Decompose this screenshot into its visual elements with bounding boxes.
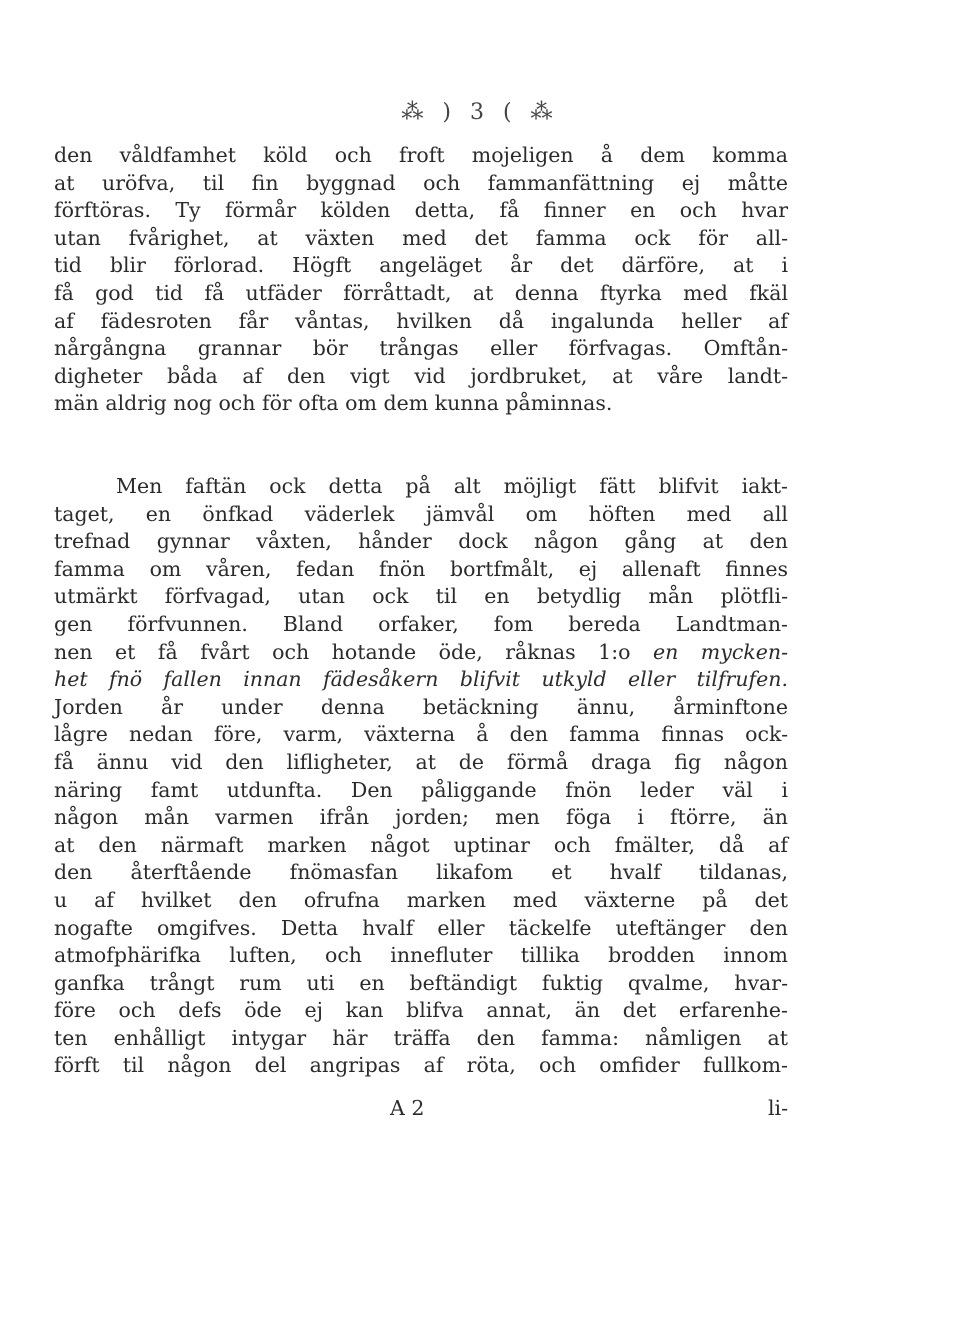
text-line: utmärkt förfvagad, utan ock til en betydlig mån plötfli-: [54, 584, 788, 609]
catchword: li-: [767, 1096, 788, 1120]
text-line: [54, 666, 788, 694]
text-line: näring famt utdunfta. Den påliggande fnön leder väl i: [54, 777, 788, 802]
text-line: nogafte omgifves. Detta hvalf eller täckelfe uteftänger den: [54, 915, 788, 940]
text-line: atmofphärifka luften, och innefluter tillika brodden innom: [54, 943, 788, 968]
text-line: taget, en önfkad väderlek jämvål om höften med all: [54, 501, 788, 526]
italic-segment: het fnö fallen innan fädesåkern blifvit utkyld eller tilfrufen.: [54, 667, 788, 692]
text-line: tid blir förlorad. Högft angeläget år det därföre, at i: [54, 253, 788, 278]
text-line: Men faftän ock detta på alt möjligt fätt blifvit iakt-: [116, 474, 788, 498]
italic-segment: en mycken-: [652, 639, 788, 664]
paragraph-2: [54, 473, 788, 1080]
text-line: någon mån varmen ifrån jorden; men föga i ftörre, än: [54, 805, 788, 830]
text-line: famma om våren, fedan fnön bortfmålt, ej allenaft finnes: [54, 556, 788, 581]
text-line: ten enhålligt intygar här träffa den famma: nåmligen at: [54, 1025, 788, 1050]
text-line: den återftående fnömasfan likafom et hvalf tildanas,: [54, 860, 788, 885]
text-line: trefnad gynnar våxten, hånder dock någon gång at den: [54, 529, 788, 554]
text-line: få ännu vid den lifligheter, at de förmå draga fig någon: [54, 749, 788, 774]
text-line: den våldfamhet köld och froft mojeligen å dem komma: [54, 143, 788, 167]
text-line: förft til någon del angripas af röta, och omfider fullkom-: [54, 1053, 788, 1078]
text-line: nårgångna grannar bör trångas eller förfvagas. Omftån-: [54, 336, 788, 361]
page-header: ⁂ ) 3 ( ⁂: [401, 100, 559, 125]
text-line: män aldrig nog och för ofta om dem kunna påminnas.: [54, 391, 613, 416]
text-line: at uröfva, til fin byggnad och fammanfättning ej måtte: [54, 170, 788, 195]
text-line: förftöras. Ty förmår kölden detta, få finner en och hvar: [54, 198, 788, 223]
text-line: utan fvårighet, at växten med det famma ock för all-: [54, 225, 788, 250]
text-line: Jorden år under denna betäckning ännu, årminftone: [54, 694, 788, 719]
text-segment: nen et få fvårt och hotande öde, råknas 1:o: [54, 639, 631, 664]
text-line: u af hvilket den ofrufna marken med växterne på det: [54, 887, 788, 912]
page-footer: [54, 1096, 788, 1126]
text-line: af fädesroten får våntas, hvilken då ingalunda heller af: [54, 308, 788, 333]
text-line: få god tid få utfäder förråttadt, at denna ftyrka med fkäl: [54, 280, 788, 305]
signature-mark: A 2: [390, 1096, 425, 1120]
text-line: at den närmaft marken något uptinar och fmälter, då af: [54, 832, 788, 857]
text-line: gen förfvunnen. Bland orfaker, fom bereda Landtman-: [54, 611, 788, 636]
text-line: digheter båda af den vigt vid jordbruket, at våre landt-: [54, 363, 788, 388]
text-line: [54, 639, 788, 667]
text-line: före och defs öde ej kan blifva annat, än det erfarenhe-: [54, 998, 788, 1023]
text-line: lågre nedan före, varm, växterna å den famma finnas ock-: [54, 722, 788, 747]
paragraph-1: [54, 142, 788, 418]
text-line: ganfka trångt rum uti en beftändigt fuktig qvalme, hvar-: [54, 970, 788, 995]
